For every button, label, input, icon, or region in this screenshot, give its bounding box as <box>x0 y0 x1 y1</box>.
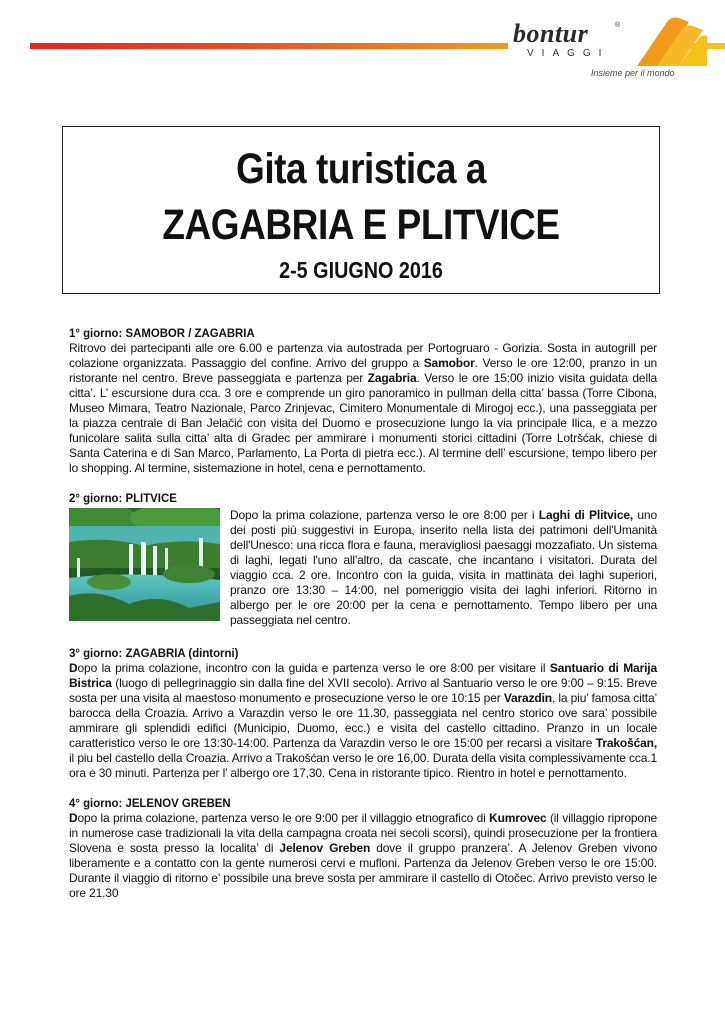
logo-tagline: Insieme per il mondo <box>591 68 675 78</box>
day-1 <box>69 326 657 476</box>
header-color-bar <box>30 43 508 49</box>
bold-run: Jelenov Greben <box>279 841 371 855</box>
day-1-title: 1° giorno: SAMOBOR / ZAGABRIA <box>69 326 255 340</box>
bold-run: Varazdin <box>503 691 552 705</box>
day-3 <box>69 646 657 781</box>
text-run: opo la prima colazione, partenza verso le ore 9:00 per il villaggio etnografico di <box>77 811 490 825</box>
text-run: Ritrovo dei partecipanti alle ore 6.00 e partenza via autostrada per Portogruaro - Gorizia. Sosta in autogrill per colazione organizzata. Passaggio del confine. Arrivo del gruppo a <box>69 341 657 370</box>
text-run: opo la prima colazione, incontro con la guida e partenza verso le ore 8:00 per visitare il <box>77 661 550 675</box>
logo-registered-mark: ® <box>615 22 621 29</box>
day-2-text <box>230 508 657 628</box>
day-3-text <box>69 661 657 781</box>
title-line-1: Gita turistica a <box>235 145 487 193</box>
text-run: , la piu’ famosa citta’ barocca della Croazia. Arrivo a Varazdin verso le ore 11.30, passeggiata nel centro storico ove sara’ possibile ammirare gli splendidi edifici (Municipio, Duomo, ecc.) e visita del castello cittadino. Pranzo in un locale caratteristico verso le ore 13:30-14:00. Partenza da Varazdin verso le ore 15:00 per recarsi a visitare <box>69 691 657 750</box>
bold-run: Santuario di Marija Bistrica <box>69 661 657 690</box>
text-run: . Verso le ore 15:00 inizio visita guidata della citta’. L’ escursione dura cca. 3 ore e comprende un giro panoramico in pullman della citta’ bassa (Torre Cibona, Museo Mimara, Teatro Nazionale, Parco Zrinjevac, Cimitero Monumentale di Mirogoj ecc.), una passeggiata per la piazza centrale di Ban Jelačić con visita del Duomo e prosecuzione lungo la via principale Ilica, e a mezzo funicolare salita sulla citta’ alta di Gradec per ammirare i monumenti storici cittadini (Torre Lotršćak, chiese di Santa Caterina e di San Marco, Parlamento, La Porta di pietra ecc.). Al termine dell’ escursione, tempo libero per lo shopping. Al termine, sistemazione in hotel, cena e pernottamento. <box>69 371 657 475</box>
text-run: uno dei posti più suggestivi in Europa, inserito nella lista dei patrimoni dell'Umanità dell'Unesco: una ricca flora e fauna, meravigliosi paesaggi mozzafiato. Un sistema di laghi, legati l'uno all'altro, da cascate, che incantano i visitatori. Durata del viaggio cca. 2 ore. Incontro con la guida, visita in mattinata dei laghi superiori, pranzo ore 13:30 – 14:00, nel pomeriggio visita dei laghi inferiori. Ritorno in albergo per le ore 20:00 per la cena e pernottamento. Tempo libero per una passeggiata nel centro. <box>230 508 657 627</box>
bold-run: D <box>69 661 78 675</box>
bold-run: D <box>69 811 78 825</box>
itinerary <box>69 326 657 916</box>
bold-run: Kumrovec <box>489 811 547 825</box>
day-3-title: 3° giorno: ZAGABRIA (dintorni) <box>69 646 239 660</box>
day-4-text <box>69 811 657 901</box>
title-box <box>62 126 660 294</box>
day-4 <box>69 796 657 901</box>
text-run: il piu bel castello della Croazia. Arrivo a Trakošćan verso le ore 16,00. Durata della visita complessivamente cca.1 ora e 30 minuti. Partenza per l’ albergo ore 17,30. Cena in ristorante tipico. Rientro in hotel e pernottamento. <box>69 751 657 780</box>
text-run: . Verso le ore 12:00, pranzo in un ristorante nel centro. Breve passeggiata e partenza per <box>69 356 657 385</box>
trip-date: 2-5 GIUGNO 2016 <box>279 257 443 283</box>
day-4-title: 4° giorno: JELENOV GREBEN <box>69 796 231 810</box>
logo-brand-name: bontur <box>513 19 589 48</box>
text-run: (luogo di pellegrinaggio sin dalla fine del XVII secolo). Arrivo al Santuario verso le ore 9:00 – 9:15. Breve sosta per una visita al maestoso monumento e prosecuzione verso le ore 10:15 per <box>69 676 657 705</box>
text-run: dove il gruppo pranzera’. A Jelenov Greben vivono liberamente e a contatto con la gente numerosi cervi e mufloni. Partenza da Jelenov Greben verso le ore 15:00. Durante il viaggio di ritorno e’ possibile una breve sosta per ammirare il castello di Otočec. Arrivo previsto verso le ore 21.30 <box>69 841 658 900</box>
plitvice-waterfall-photo <box>69 508 220 621</box>
text-run: (il villaggio ripropone in numerose case tradizionali la vita della campagna croata nei secoli scorsi), quindi prosecuzione per la frontiera Slovena e sosta presso la localita’ di <box>69 811 657 855</box>
bold-run: Trakošćan, <box>595 736 657 750</box>
bold-run: Zagabria <box>367 371 417 385</box>
day-2 <box>69 491 657 631</box>
waterfall-image-icon <box>69 508 220 621</box>
day-1-text <box>69 341 657 476</box>
logo-brand-sub: VIAGGI <box>527 48 610 59</box>
bold-run: Samobor <box>423 356 475 370</box>
bontur-logo <box>505 10 705 85</box>
bold-run: Laghi di Plitvice, <box>538 508 634 522</box>
day-2-title: 2° giorno: PLITVICE <box>69 491 177 505</box>
text-run: Dopo la prima colazione, partenza verso le ore 8:00 per i <box>230 508 539 522</box>
title-line-2: ZAGABRIA E PLITVICE <box>162 201 560 249</box>
bontur-swoosh-icon <box>623 16 707 68</box>
